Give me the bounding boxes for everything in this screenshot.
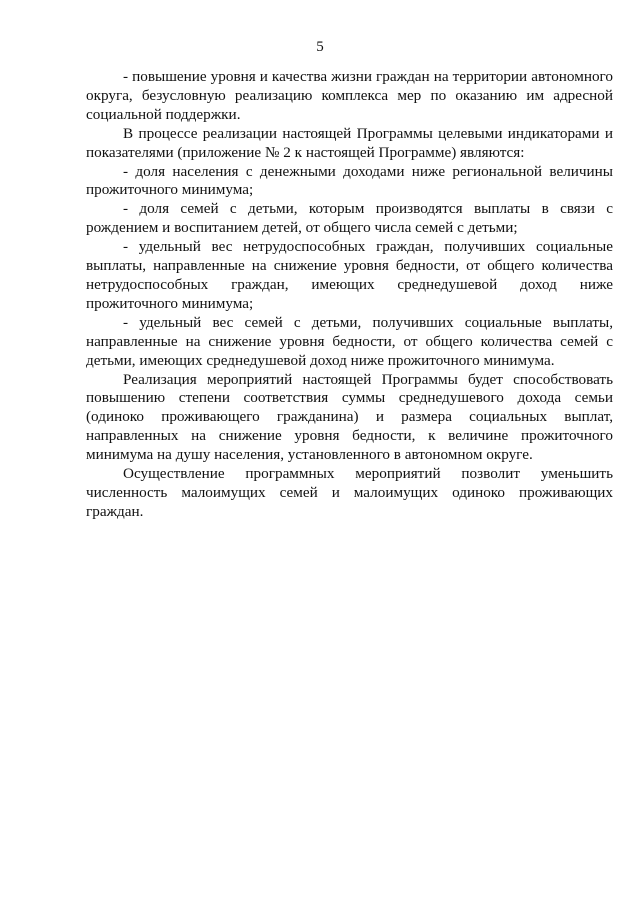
document-body	[86, 68, 613, 522]
paragraph-indicator-disabled: - удельный вес нетрудоспособных граждан, получивших социальные выплаты, направленные на снижение уровня бедности, от общего количества нетрудоспособных граждан, имеющих среднедушевой доход ниже прожиточного минимума;	[86, 238, 613, 312]
paragraph-indicator-families: - доля семей с детьми, которым производятся выплаты в связи с рождением и воспитанием детей, от общего числа семей с детьми;	[86, 200, 613, 237]
paragraph-conclusion: Осуществление программных мероприятий позволит уменьшить численность малоимущих семей и малоимущих одиноко проживающих граждан.	[86, 465, 613, 520]
paragraph-indicators-intro: В процессе реализации настоящей Программы целевыми индикаторами и показателями (приложение № 2 к настоящей Программе) являются:	[86, 124, 613, 161]
page-number: 5	[316, 39, 324, 55]
paragraph-goal: - повышение уровня и качества жизни граждан на территории автономного округа, безусловную реализацию комплекса мер по оказанию им адресной социальной поддержки.	[86, 68, 613, 123]
paragraph-indicator-families-payments: - удельный вес семей с детьми, получивших социальные выплаты, направленные на снижение уровня бедности, от общего количества семей с детьми, имеющих среднедушевой доход ниже прожиточного минимума.	[86, 313, 613, 369]
paragraph-expected-result: Реализация мероприятий настоящей Программы будет способствовать повышению степени соответствия суммы среднедушевого дохода семьи (одиноко проживающего гражданина) и размера социальных выплат, направленных на снижение уровня бедности, к величине прожиточного минимума на душу населения, установленного в автономном округе.	[86, 370, 613, 464]
paragraph-indicator-population: - доля населения с денежными доходами ниже региональной величины прожиточного минимума;	[86, 162, 613, 199]
